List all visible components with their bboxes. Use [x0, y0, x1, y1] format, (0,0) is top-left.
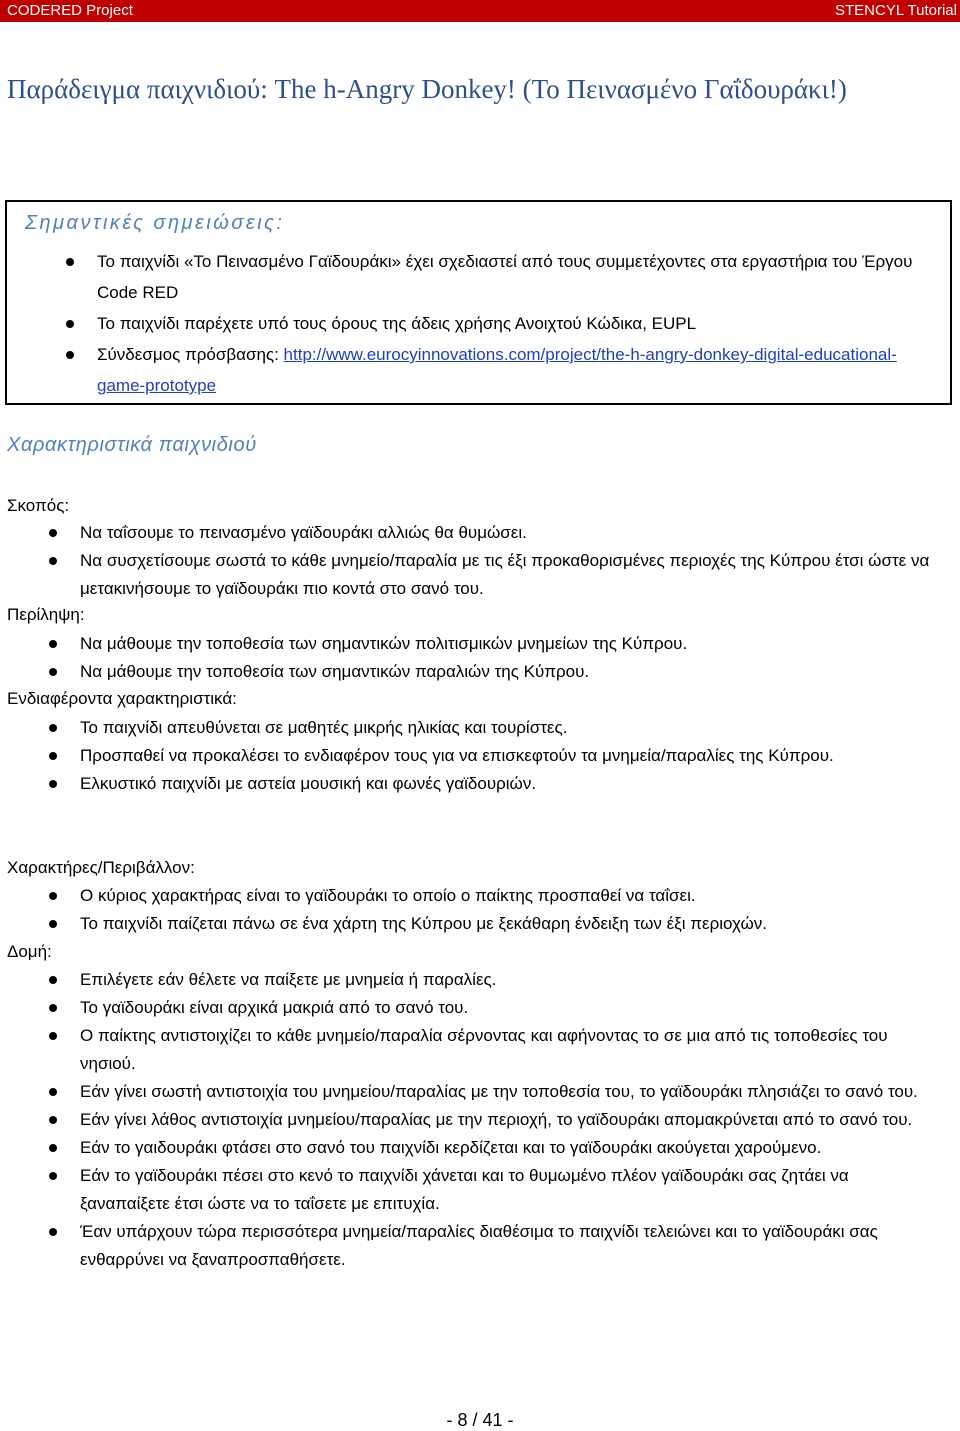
list-item: Ο κύριος χαρακτήρας είναι το γαϊδουράκι το οποίο ο παίκτης προσπαθεί να ταΐσει.	[0, 882, 940, 910]
list-item: Να συσχετίσουμε σωστά το κάθε μνημείο/παραλία με τις έξι προκαθορισμένες περιοχές της Κύπρου έτσι ώστε να μετακινήσουμε το γαϊδουράκι πιο κοντά στο σανό του.	[0, 547, 940, 603]
page-title: Παράδειγμα παιχνιδιού: The h-Angry Donkey! (Το Πεινασμένο Γαΐδουράκι!)	[7, 74, 847, 104]
list-item: Προσπαθεί να προκαλέσει το ενδιαφέρον τους για να επισκεφτούν τα μνημεία/παραλίες της Κύπρου.	[0, 742, 940, 770]
notes-item-link	[7, 339, 937, 401]
interesting-label: Ενδιαφέροντα χαρακτηριστικά:	[7, 689, 237, 708]
structure-list	[0, 966, 960, 1274]
list-item: Να μάθουμε την τοποθεσία των σημαντικών πολιτισμικών μνημείων της Κύπρου.	[0, 630, 940, 658]
list-item: Το γαϊδουράκι είναι αρχικά μακριά από το σανό του.	[0, 994, 940, 1022]
header-document-name: STENCYL Tutorial	[835, 2, 957, 19]
notes-list	[7, 246, 950, 401]
list-item: Εάν γίνει σωστή αντιστοιχία του μνημείου/παραλίας με την τοποθεσία του, το γαϊδουράκι πλησιάζει το σανό του.	[0, 1078, 940, 1106]
list-item: Το παιχνίδι απευθύνεται σε μαθητές μικρής ηλικίας και τουρίστες.	[0, 714, 940, 742]
list-item: Εάν το γαιδουράκι φτάσει στο σανό του παιχνίδι κερδίζεται και το γαϊδουράκι ακούγεται χαρούμενο.	[0, 1134, 940, 1162]
features-heading: Χαρακτηριστικά παιχνιδιού	[7, 434, 257, 456]
project-link[interactable]: http://www.eurocyinnovations.com/project/the-h-angry-donkey-digital-educational-game-prototype	[97, 345, 897, 395]
summary-label: Περίληψη:	[7, 605, 85, 624]
list-item: Ο παίκτης αντιστοιχίζει το κάθε μνημείο/παραλία σέρνοντας και αφήνοντας το σε μια από τις τοποθεσίες του νησιού.	[0, 1022, 940, 1078]
important-notes-box	[5, 200, 952, 405]
notes-item: Το παιχνίδι παρέχετε υπό τους όρους της άδεις χρήσης Ανοιχτού Κώδικα, EUPL	[7, 308, 937, 339]
summary-list	[0, 630, 960, 686]
list-item: Εάν το γαϊδουράκι πέσει στο κενό το παιχνίδι χάνεται και το θυμωμένο πλέον γαϊδουράκι σας ζητάει να ξαναπαίξετε έτσι ώστε να το ταΐσετε με επιτυχία.	[0, 1162, 940, 1218]
page-header	[0, 0, 960, 22]
structure-label: Δομή:	[7, 942, 52, 961]
list-item: Να μάθουμε την τοποθεσία των σημαντικών παραλιών της Κύπρου.	[0, 658, 940, 686]
notes-title: Σημαντικές σημειώσεις:	[25, 212, 285, 234]
interesting-list	[0, 714, 960, 798]
list-item: Επιλέγετε εάν θέλετε να παίξετε με μνημεία ή παραλίες.	[0, 966, 940, 994]
list-item: Να ταΐσουμε το πεινασμένο γαϊδουράκι αλλιώς θα θυμώσει.	[0, 519, 940, 547]
header-project-name: CODERED Project	[7, 2, 133, 19]
notes-item: Το παιχνίδι «Το Πεινασμένο Γαϊδουράκι» έχει σχεδιαστεί από τους συμμετέχοντες στα εργαστήρια του Έργου Code RED	[7, 246, 937, 308]
characters-label: Χαρακτήρες/Περιβάλλον:	[7, 858, 195, 877]
goal-label: Σκοπός:	[7, 496, 70, 515]
link-prefix: Σύνδεσμος πρόσβασης:	[97, 345, 284, 364]
page-number: - 8 / 41 -	[446, 1410, 514, 1430]
list-item: Έαν υπάρχουν τώρα περισσότερα μνημεία/παραλίες διαθέσιμα το παιχνίδι τελειώνει και το γαϊδουράκι σας ενθαρρύνει να ξαναπροσπαθήσετε.	[0, 1218, 940, 1274]
list-item: Το παιχνίδι παίζεται πάνω σε ένα χάρτη της Κύπρου με ξεκάθαρη ένδειξη των έξι περιοχών.	[0, 910, 940, 938]
list-item: Ελκυστικό παιχνίδι με αστεία μουσική και φωνές γαϊδουριών.	[0, 770, 940, 798]
list-item: Εάν γίνει λάθος αντιστοιχία μνημείου/παραλίας με την περιοχή, το γαϊδουράκι απομακρύνεται από το σανό του.	[0, 1106, 940, 1134]
goal-list	[0, 519, 960, 603]
characters-list	[0, 882, 960, 938]
